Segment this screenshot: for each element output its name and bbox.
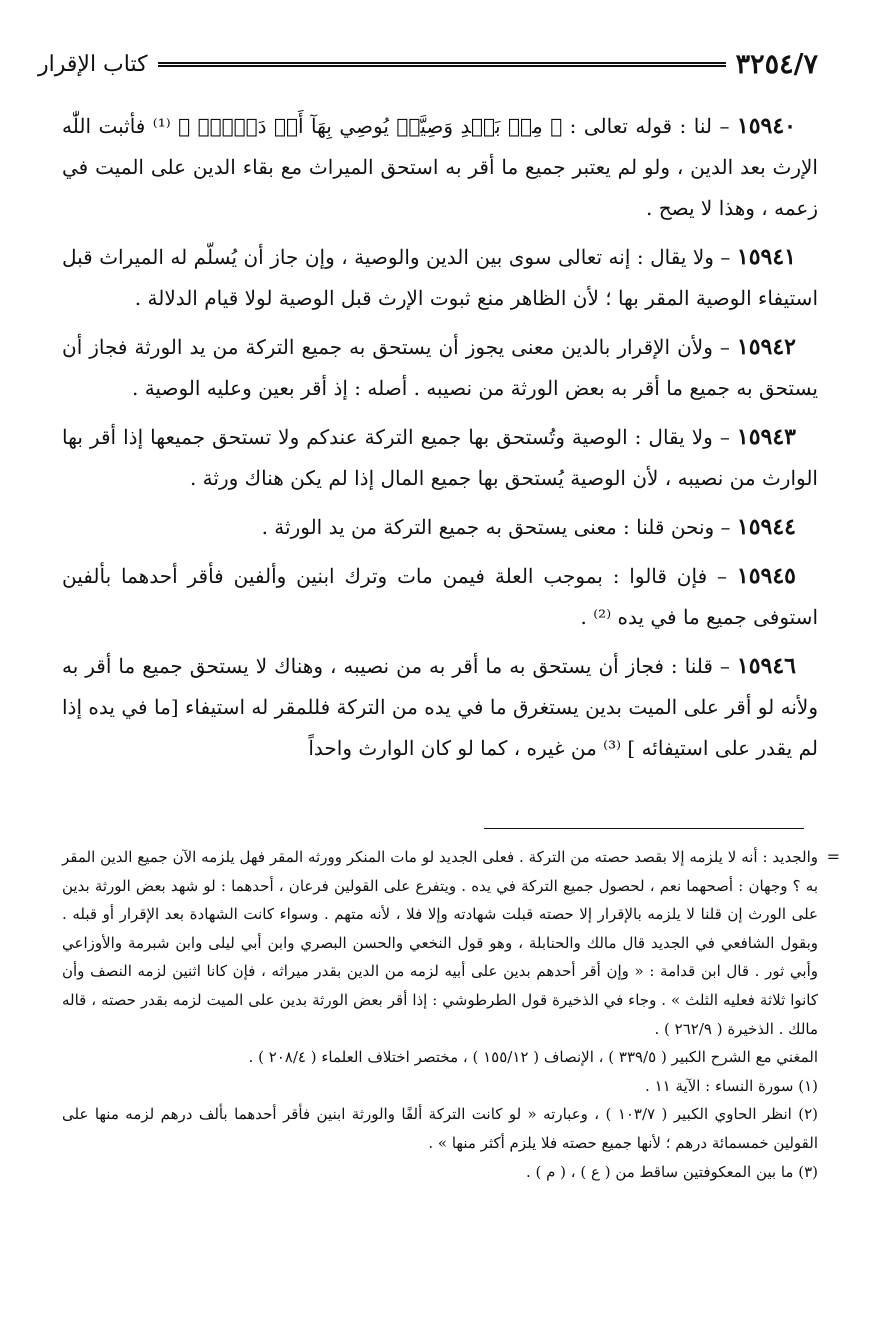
footnote-continuation-text: والجديد : أنه لا يلزمه إلا بقصد حصته من التركة . فعلى الجديد لو مات المنكر وورثه المقر فهل يلزمه الآن جميع الدين المقر به ؟ وجهان : أصحهما نعم ، لحصول جميع التركة في يده . ويتفرع على القولين فرعان ، أحدهما : لو شهد بعض الورثة بدين على الورث إن قلنا لا يلزمه بالإقرار إلا حصته قبلت شهادته وإلا فلا ، لأنه متهم . وسواء كانت الشهادة بعد الإقرار أو قبله . وبقول الشافعي في الجديد قال مالك والحنابلة ، وهو قول النخعي والحسن البصري وابن أبي ليلى وابن شبرمة والأوزاعي وأبي ثور . قال ابن قدامة : « وإن أقر أحدهم بدين على أبيه لزمه من الدين بقدر ميراثه ، فإن كانا اثنين لزمه النصف وأن كانوا ثلاثة فعليه الثلث » . وجاء في الذخيرة قول الطرطوشي : إذا أقر بعض الورثة بدين على الميت لزمه بقدر حصته ، قاله مالك . الذخيرة ( ٢٦٢/٩ ) .	[62, 848, 819, 1038]
footnote-continuation	[62, 843, 840, 1043]
footnote-2: (٢) انظر الحاوي الكبير ( ١٠٣/٧ ) ، وعبارته « لو كانت التركة ألفًا والورثة ابنين فأقر أحدهما بألف درهم لزمه منها على القولين خمسمائة درهم ؛ لأنها جميع حصته فلا يلزم أكثر منها » .	[62, 1105, 819, 1152]
footnote-separator	[484, 828, 804, 829]
paragraph	[62, 646, 818, 769]
footnote-references: المغني مع الشرح الكبير ( ٣٣٩/٥ ) ، الإنصاف ( ١٥٥/١٢ ) ، مختصر اختلاف العلماء ( ٢٠٨/٤ ) .	[248, 1048, 818, 1067]
running-title: كتاب الإقرار	[38, 51, 148, 77]
paragraph-text: – ولا يقال : إنه تعالى سوى بين الدين والوصية ، وإن جاز أن يُسلّم له الميراث قبل استيفاء الوصية المقر بها ؛ لأن الظاهر منع ثبوت الإرث قبل الوصية لولا قيام الدلالة .	[62, 245, 818, 310]
paragraph	[62, 237, 818, 319]
paragraph-text: – ولا يقال : الوصية وتُستحق بها جميع التركة عندكم ولا تستحق جميعها إذا أقر بها الوارث من نصيبه ، لأن الوصية يُستحق بها جميع المال إذا لم يكن هناك ورثة .	[62, 425, 818, 490]
footnotes	[62, 843, 840, 1186]
page-header	[38, 44, 818, 84]
paragraph-number: ١٥٩٤٦	[736, 653, 796, 679]
paragraph-number: ١٥٩٤٣	[736, 424, 796, 450]
footnote-1: (١) سورة النساء : الآية ١١ .	[645, 1076, 818, 1095]
continuation-marker: =	[826, 847, 840, 866]
paragraph	[62, 417, 818, 499]
paragraph	[62, 327, 818, 409]
page-number: ٣٢٥٤/٧	[735, 48, 818, 80]
paragraph-number: ١٥٩٤٥	[736, 563, 796, 589]
paragraph-number: ١٥٩٤٠	[736, 113, 796, 139]
header-rule	[158, 62, 726, 67]
paragraph-text: – قلنا : فجاز أن يستحق به ما أقر به من نصيبه ، وهناك لا يستحق جميع ما أقر به ولأنه لو أقر على الميت بدين يستغرق ما في يده من التركة فللمقر له استيفاء [ما في يده إذا لم يقدر على استيفائه ] ⁽³⁾ من غيره ، كما لو كان الوارث واحداً	[62, 654, 818, 760]
main-text	[62, 106, 818, 777]
paragraph	[62, 556, 818, 638]
paragraph-number: ١٥٩٤٢	[736, 334, 796, 360]
paragraph-number: ١٥٩٤٤	[736, 514, 796, 540]
paragraph-number: ١٥٩٤١	[736, 244, 796, 270]
paragraph-text: – ونحن قلنا : معنى يستحق به جميع التركة من يد الورثة .	[261, 515, 737, 539]
paragraph	[62, 106, 818, 229]
footnote-3: (٣) ما بين المعكوفتين ساقط من ( ع ) ، ( م ) .	[525, 1162, 818, 1181]
paragraph-text: – لنا : قوله تعالى : ﴿ مِنۢ بَعۡدِ وَصِيَّةٖ يُوصِي بِهَآ أَوۡ دَيۡنٍۗ ﴾ ⁽¹⁾ فأثبت اللّٰه الإرث بعد الدين ، ولو لم يعتبر جميع ما أقر به استحق الميراث مع بقاء الدين على الميت في زعمه ، وهذا لا يصح .	[62, 114, 818, 220]
paragraph-text: – ولأن الإقرار بالدين معنى يجوز أن يستحق به جميع التركة من يد الورثة فجاز أن يستحق به جميع ما أقر به بعض الورثة من نصيبه . أصله : إذ أقر بعين وعليه الوصية .	[62, 335, 818, 400]
paragraph	[62, 507, 818, 548]
paragraph-text: – فإن قالوا : بموجب العلة فيمن مات وترك ابنين وألفين فأقر أحدهما بألفين استوفى جميع ما في يده ⁽²⁾ .	[62, 564, 818, 629]
